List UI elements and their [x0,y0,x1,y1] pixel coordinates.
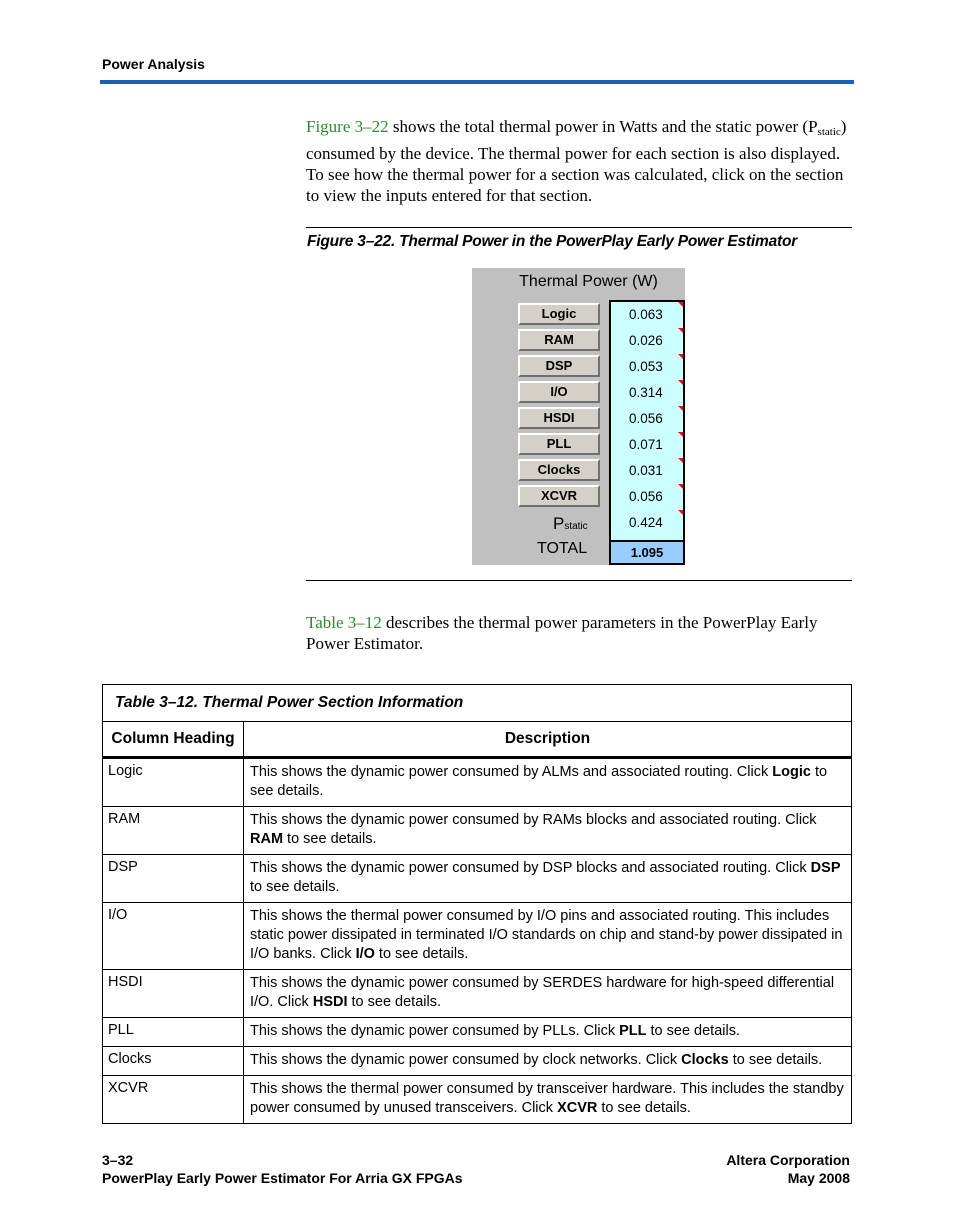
section-button-pll[interactable]: PLL [518,433,600,455]
table-row [103,758,852,807]
table-row [103,903,852,970]
comment-marker-icon [678,406,683,411]
table-link[interactable]: Table 3–12 [306,613,382,632]
row-heading: Clocks [103,1047,244,1076]
header-rule [100,80,854,84]
row-description: This shows the dynamic power consumed by clock networks. Click Clocks to see details. [244,1047,852,1076]
section-button-ram[interactable]: RAM [518,329,600,351]
section-value: 0.071 [609,432,685,458]
table-row [103,970,852,1018]
figure-caption: Figure 3–22. Thermal Power in the PowerPlay Early Power Estimator [307,233,798,250]
section-button-clocks[interactable]: Clocks [518,459,600,481]
footer-left [102,1151,463,1187]
row-description: This shows the thermal power consumed by transceiver hardware. This includes the standby power consumed by unused transceivers. Click XCVR to see details. [244,1076,852,1124]
pstatic-label: Pstatic [553,514,588,533]
document-title: PowerPlay Early Power Estimator For Arria GX FPGAs [102,1170,463,1186]
section-button-io[interactable]: I/O [518,381,600,403]
intro-subscript: static [817,126,841,138]
comment-marker-icon [678,354,683,359]
thermal-power-table [102,684,852,1124]
row-description: This shows the thermal power consumed by I/O pins and associated routing. This includes static power dissipated in terminated I/O standards on chip and stand-by power dissipated in I/O banks. Click I/O to see details. [244,903,852,970]
table-row [103,1018,852,1047]
row-heading: DSP [103,855,244,903]
row-description: This shows the dynamic power consumed by RAMs blocks and associated routing. Click RAM to see details. [244,807,852,855]
comment-marker-icon [678,510,683,515]
row-heading: HSDI [103,970,244,1018]
table-caption: Table 3–12. Thermal Power Section Information [103,685,852,722]
table-row [103,855,852,903]
section-value: 0.053 [609,354,685,380]
running-header: Power Analysis [102,56,205,72]
section-button-logic[interactable]: Logic [518,303,600,325]
row-heading: Logic [103,758,244,807]
figure-bottom-rule [306,580,852,581]
section-value: 0.063 [609,302,685,328]
column-heading-header: Column Heading [103,722,244,758]
comment-marker-icon [678,432,683,437]
section-button-xcvr[interactable]: XCVR [518,485,600,507]
row-heading: PLL [103,1018,244,1047]
section-value: 0.314 [609,380,685,406]
section-value: 0.056 [609,406,685,432]
publication-date: May 2008 [787,1170,850,1186]
section-value: 0.026 [609,328,685,354]
table-intro-text: describes the thermal power parameters in the PowerPlay Early Power Estimator. [306,613,818,653]
intro-text-2: ) consumed by the device. The thermal power for each section is also displayed. To see how the thermal power for a section was calculated, click on the section to view the inputs entered for that section. [306,117,847,205]
company-name: Altera Corporation [726,1152,850,1168]
total-label: TOTAL [537,540,588,557]
row-description: This shows the dynamic power consumed by SERDES hardware for high-speed differential I/O. Click HSDI to see details. [244,970,852,1018]
comment-marker-icon [678,328,683,333]
table-row [103,1047,852,1076]
row-description: This shows the dynamic power consumed by ALMs and associated routing. Click Logic to see details. [244,758,852,807]
table-intro-paragraph [306,612,854,654]
section-button-dsp[interactable]: DSP [518,355,600,377]
row-description: This shows the dynamic power consumed by PLLs. Click PLL to see details. [244,1018,852,1047]
section-value: 0.056 [609,484,685,510]
panel-title: Thermal Power (W) [519,273,658,290]
figure-top-rule [306,227,852,228]
section-value: 0.031 [609,458,685,484]
section-button-hsdi[interactable]: HSDI [518,407,600,429]
row-heading: I/O [103,903,244,970]
table-row [103,807,852,855]
total-value: 1.095 [611,540,683,563]
table-row [103,1076,852,1124]
comment-marker-icon [678,302,683,307]
row-heading: XCVR [103,1076,244,1124]
row-heading: RAM [103,807,244,855]
comment-marker-icon [678,458,683,463]
footer-right [600,1151,850,1187]
page-number: 3–32 [102,1152,134,1168]
description-header: Description [244,722,852,758]
comment-marker-icon [678,380,683,385]
comment-marker-icon [678,484,683,489]
pstatic-value: 0.424 [609,510,685,536]
row-description: This shows the dynamic power consumed by DSP blocks and associated routing. Click DSP to see details. [244,855,852,903]
thermal-power-panel [472,268,685,565]
figure-link[interactable]: Figure 3–22 [306,117,389,136]
intro-paragraph [306,116,854,206]
intro-text-1: shows the total thermal power in Watts and the static power (P [388,117,818,136]
